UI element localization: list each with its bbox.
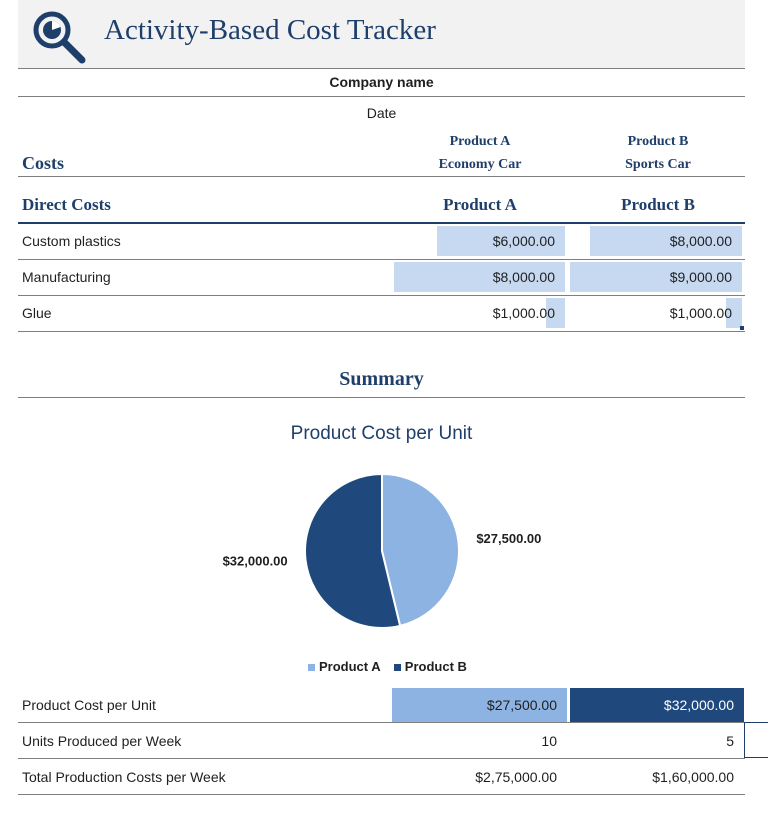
chart-title: Product Cost per Unit: [290, 423, 473, 444]
legend-label-a: Product A: [319, 659, 381, 674]
col-header-product-a: Product A: [443, 195, 517, 214]
row-label: Glue: [22, 305, 52, 321]
cost-per-unit-b[interactable]: $32,000.00: [570, 688, 744, 722]
product-b-model[interactable]: Sports Car: [625, 157, 691, 172]
cell-selection[interactable]: [744, 722, 768, 758]
cost-b-cell[interactable]: $8,000.00: [590, 226, 742, 256]
company-name[interactable]: Company name: [329, 74, 434, 90]
pie-chart[interactable]: [0, 455, 768, 645]
col-header-product-b: Product B: [621, 195, 695, 214]
product-a-name[interactable]: Product A: [449, 134, 511, 149]
pie-data-label-product-a: $27,500.00: [476, 531, 542, 547]
divider: [18, 222, 745, 224]
total-a[interactable]: $2,75,000.00: [475, 769, 557, 785]
fill-handle[interactable]: [740, 326, 744, 330]
row-label: Total Production Costs per Week: [22, 769, 226, 785]
chart-legend: [308, 659, 467, 674]
magnifier-chart-icon: [30, 8, 90, 64]
summary-heading: Summary: [339, 368, 424, 390]
page-title: Activity-Based Cost Tracker: [104, 14, 436, 46]
divider: [18, 295, 745, 296]
divider: [18, 96, 745, 97]
divider: [18, 331, 745, 332]
divider: [18, 176, 745, 177]
legend-swatch-a: [308, 664, 315, 671]
row-label: Custom plastics: [22, 233, 121, 249]
total-b[interactable]: $1,60,000.00: [652, 769, 734, 785]
cost-b-cell[interactable]: $1,000.00: [669, 305, 732, 321]
units-a[interactable]: 10: [541, 733, 557, 749]
product-a-model[interactable]: Economy Car: [438, 157, 522, 172]
cost-b-cell[interactable]: $9,000.00: [570, 262, 742, 292]
divider: [18, 397, 745, 398]
date-field[interactable]: Date: [366, 105, 397, 121]
legend-swatch-b: [394, 664, 401, 671]
cost-a-cell[interactable]: $6,000.00: [437, 226, 565, 256]
row-label: Product Cost per Unit: [22, 697, 156, 713]
cost-per-unit-a[interactable]: $27,500.00: [392, 688, 567, 722]
cost-a-cell[interactable]: $8,000.00: [394, 262, 565, 292]
units-b[interactable]: 5: [726, 733, 734, 749]
row-label: Units Produced per Week: [22, 733, 182, 749]
product-b-name[interactable]: Product B: [627, 134, 689, 149]
row-label: Manufacturing: [22, 269, 111, 285]
divider: [18, 758, 745, 759]
divider: [18, 794, 745, 795]
costs-heading: Costs: [22, 153, 65, 173]
legend-label-b: Product B: [404, 659, 467, 674]
cost-a-cell[interactable]: $1,000.00: [492, 305, 555, 321]
divider: [18, 259, 745, 260]
direct-costs-heading: Direct Costs: [22, 195, 111, 214]
divider: [18, 722, 745, 723]
pie-data-label-product-b: $32,000.00: [222, 553, 288, 569]
